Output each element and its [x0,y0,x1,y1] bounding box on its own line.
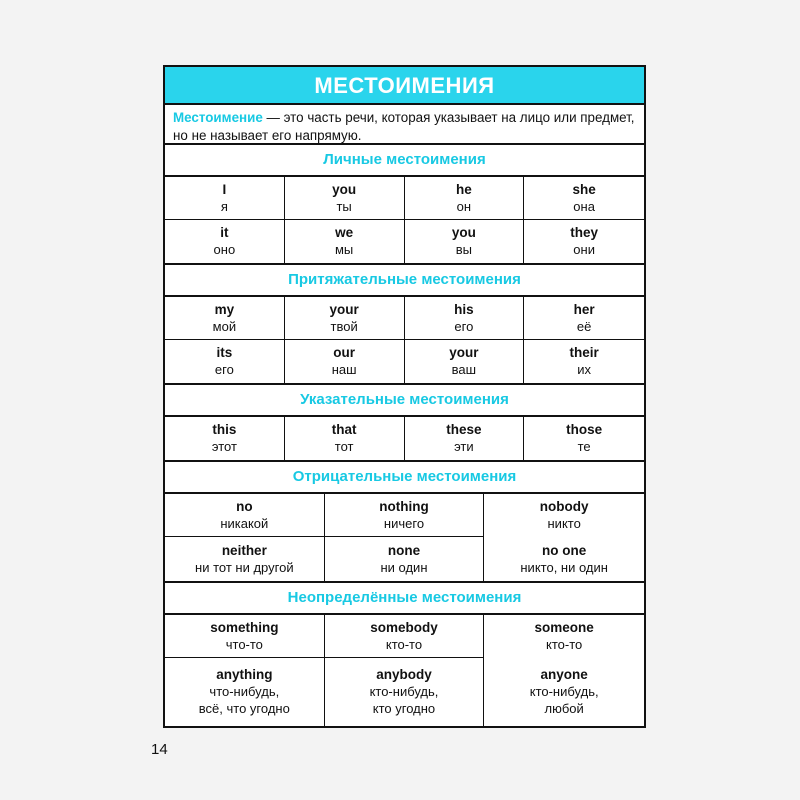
pronoun-en: his [454,301,474,317]
pronoun-en: anyone [540,667,588,682]
pronoun-en: anybody [376,667,432,682]
pronoun-ru: его [214,362,234,377]
pronoun-en: someone [534,620,594,635]
pronoun-ru: кто-нибудь, любой [529,684,599,716]
pronoun-ru: оно [213,242,236,257]
pronoun-ru: никакой [220,515,269,531]
pronoun-en: they [570,225,598,240]
pronoun-cell [405,297,525,340]
pronoun-cell [165,494,325,537]
pronoun-en: no one [542,542,587,558]
pronoun-ru: кто-то [385,636,423,652]
pronoun-cell [524,177,644,220]
pronoun-ru: их [577,362,591,377]
pronoun-ru: мой [212,318,237,334]
pronoun-ru: никто, ни один [520,559,608,575]
pronoun-ru: я [220,198,228,214]
pronoun-en: he [455,181,472,197]
pronoun-cell [165,615,325,658]
pronoun-cell [285,417,405,460]
pronoun-cell [484,494,644,537]
demonstrative-grid [165,417,644,462]
pronoun-en: no [236,498,253,514]
personal-grid [165,177,644,265]
indefinite-grid [165,615,644,726]
pronoun-cell [405,177,525,220]
pronoun-cell [484,537,644,581]
pronoun-cell [165,537,325,581]
pronoun-en: you [332,181,357,197]
pronoun-cell [405,340,525,383]
pronoun-cell [165,177,285,220]
pronouns-table [163,65,646,728]
pronoun-en: their [569,345,599,360]
pronoun-cell [325,658,485,726]
pronoun-ru: его [454,318,474,334]
section-header-indefinite: Неопределённые местоимения [165,583,644,615]
pronoun-ru: что-то [225,636,263,652]
pronoun-ru: ни один [380,559,428,575]
pronoun-ru: эти [454,439,474,454]
pronoun-en: nobody [539,499,589,514]
pronoun-en: its [216,345,233,360]
pronoun-en: our [333,345,355,360]
pronoun-en: something [210,619,279,635]
pronoun-cell [484,658,644,726]
pronoun-cell [285,220,405,263]
pronoun-cell [325,537,485,581]
pronoun-ru: ничего [383,515,425,531]
pronoun-cell [524,340,644,383]
pronoun-en: that [331,422,357,437]
pronoun-cell [524,417,644,460]
section-header-possessive: Притяжательные местоимения [165,265,644,297]
pronoun-en: it [220,225,229,240]
section-header-demonstrative: Указательные местоимения [165,385,644,417]
pronoun-cell [285,297,405,340]
pronoun-ru: он [456,198,472,214]
pronoun-cell [165,417,285,460]
pronoun-cell [165,220,285,263]
pronoun-ru: твой [330,318,358,334]
pronoun-cell [325,494,485,537]
definition-term: Местоимение [173,110,263,125]
pronoun-cell [165,658,325,726]
pronoun-ru: те [577,439,591,454]
page-number: 14 [151,741,168,758]
pronoun-en: my [214,301,235,317]
pronoun-ru: что-нибудь, всё, что угодно [198,684,290,716]
pronoun-ru: ваш [451,362,477,377]
pronoun-en: neither [221,542,267,558]
pronoun-en: those [566,422,603,437]
pronoun-en: your [329,301,359,317]
section-header-personal: Личные местоимения [165,145,644,177]
pronoun-en: your [449,345,479,360]
pronoun-ru: её [576,318,592,334]
pronoun-ru: тот [334,439,354,454]
pronoun-cell [285,340,405,383]
pronoun-cell [325,615,485,658]
pronoun-cell [165,340,285,383]
pronoun-en: you [451,225,476,240]
pronoun-cell [165,297,285,340]
pronoun-en: this [212,422,237,437]
pronoun-ru: мы [334,242,354,257]
pronoun-cell [405,417,525,460]
definition [165,105,644,145]
pronoun-en: she [572,181,596,197]
pronoun-cell [285,177,405,220]
pronoun-cell [524,220,644,263]
pronoun-ru: наш [331,362,357,377]
pronoun-cell [524,297,644,340]
pronoun-en: these [446,422,482,437]
definition-text: — это часть речи, которая указывает на лицо или предмет, но не называет его напрямую. [173,110,635,143]
pronoun-en: nothing [379,498,429,514]
negative-grid [165,494,644,583]
pronoun-ru: они [573,242,595,257]
pronoun-ru: этот [211,439,237,454]
pronoun-ru: вы [455,242,472,257]
pronoun-en: we [335,225,354,240]
pronoun-en: somebody [370,619,438,635]
section-header-negative: Отрицательные местоимения [165,462,644,494]
pronoun-cell [405,220,525,263]
possessive-grid [165,297,644,385]
pronoun-en: her [573,301,595,317]
pronoun-ru: она [573,198,595,214]
pronoun-ru: ни тот ни другой [195,559,294,575]
pronoun-ru: кто-нибудь, кто угодно [369,684,439,716]
page-title: МЕСТОИМЕНИЯ [165,67,644,105]
pronoun-ru: ты [336,198,352,214]
pronoun-ru: никто [547,516,581,531]
pronoun-en: anything [216,667,273,682]
pronoun-cell [484,615,644,658]
pronoun-en: none [387,542,421,558]
pronoun-en: I [222,181,227,197]
pronoun-ru: кто-то [546,637,583,652]
